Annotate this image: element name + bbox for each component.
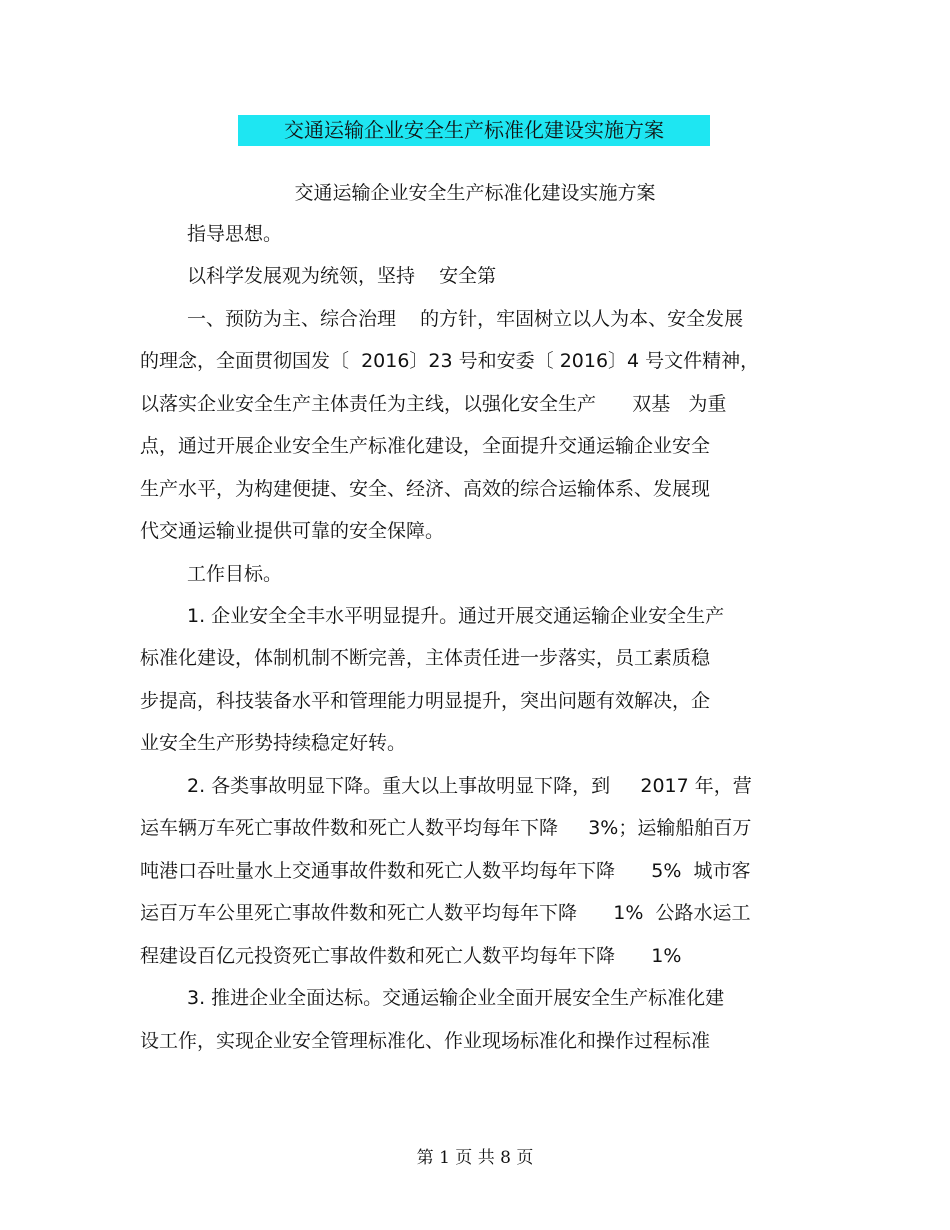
paragraph-line: 3. 推进企业全面达标。交通运输企业全面开展安全生产标准化建 [187, 987, 725, 1009]
paragraph-line: 代交通运输业提供可靠的安全保障。 [140, 520, 445, 542]
paragraph-line: 指导思想。 [187, 223, 283, 245]
document-subtitle: 交通运输企业安全生产标准化建设实施方案 [294, 182, 656, 204]
paragraph-line: 工作目标。 [187, 563, 283, 585]
paragraph-line: 以落实企业安全生产主体责任为主线，以强化安全生产 双基 为重 [140, 393, 727, 415]
paragraph-line: 以科学发展观为统领，坚持 安全第 [187, 265, 497, 287]
paragraph-line: 点，通过开展企业安全生产标准化建设，全面提升交通运输企业安全 [140, 435, 711, 457]
paragraph-line: 生产水平，为构建便捷、安全、经济、高效的综合运输体系、发展现 [140, 478, 711, 500]
paragraph-line: 业安全生产形势持续稳定好转。 [140, 732, 407, 754]
paragraph-line: 运车辆万车死亡事故件数和死亡人数平均每年下降 3%；运输船舶百万 [140, 817, 752, 839]
paragraph-line: 运百万车公里死亡事故件数和死亡人数平均每年下降 1% 公路水运工 [140, 902, 751, 924]
document-title: 交通运输企业安全生产标准化建设实施方案 [284, 118, 664, 142]
paragraph-line: 设工作，实现企业安全管理标准化、作业现场标准化和操作过程标准 [140, 1030, 711, 1052]
paragraph-line: 一、预防为主、综合治理 的方针，牢固树立以人为本、安全发展 [187, 308, 744, 330]
page-number: 第 1 页 共 8 页 [416, 1148, 534, 1168]
paragraph-line: 程建设百亿元投资死亡事故件数和死亡人数平均每年下降 1% [140, 945, 682, 967]
paragraph-line: 1. 企业安全全丰水平明显提升。通过开展交通运输企业安全生产 [187, 605, 725, 627]
paragraph-line: 的理念，全面贯彻国发〔 2016〕23 号和安委〔 2016〕4 号文件精神， [140, 350, 760, 372]
paragraph-line: 2. 各类事故明显下降。重大以上事故明显下降，到 2017 年，营 [187, 775, 752, 797]
paragraph-line: 步提高，科技装备水平和管理能力明显提升，突出问题有效解决，企 [140, 690, 711, 712]
paragraph-line: 标准化建设，体制机制不断完善，主体责任进一步落实，员工素质稳 [140, 647, 711, 669]
paragraph-line: 吨港口吞吐量水上交通事故件数和死亡人数平均每年下降 5% 城市客 [140, 860, 751, 882]
